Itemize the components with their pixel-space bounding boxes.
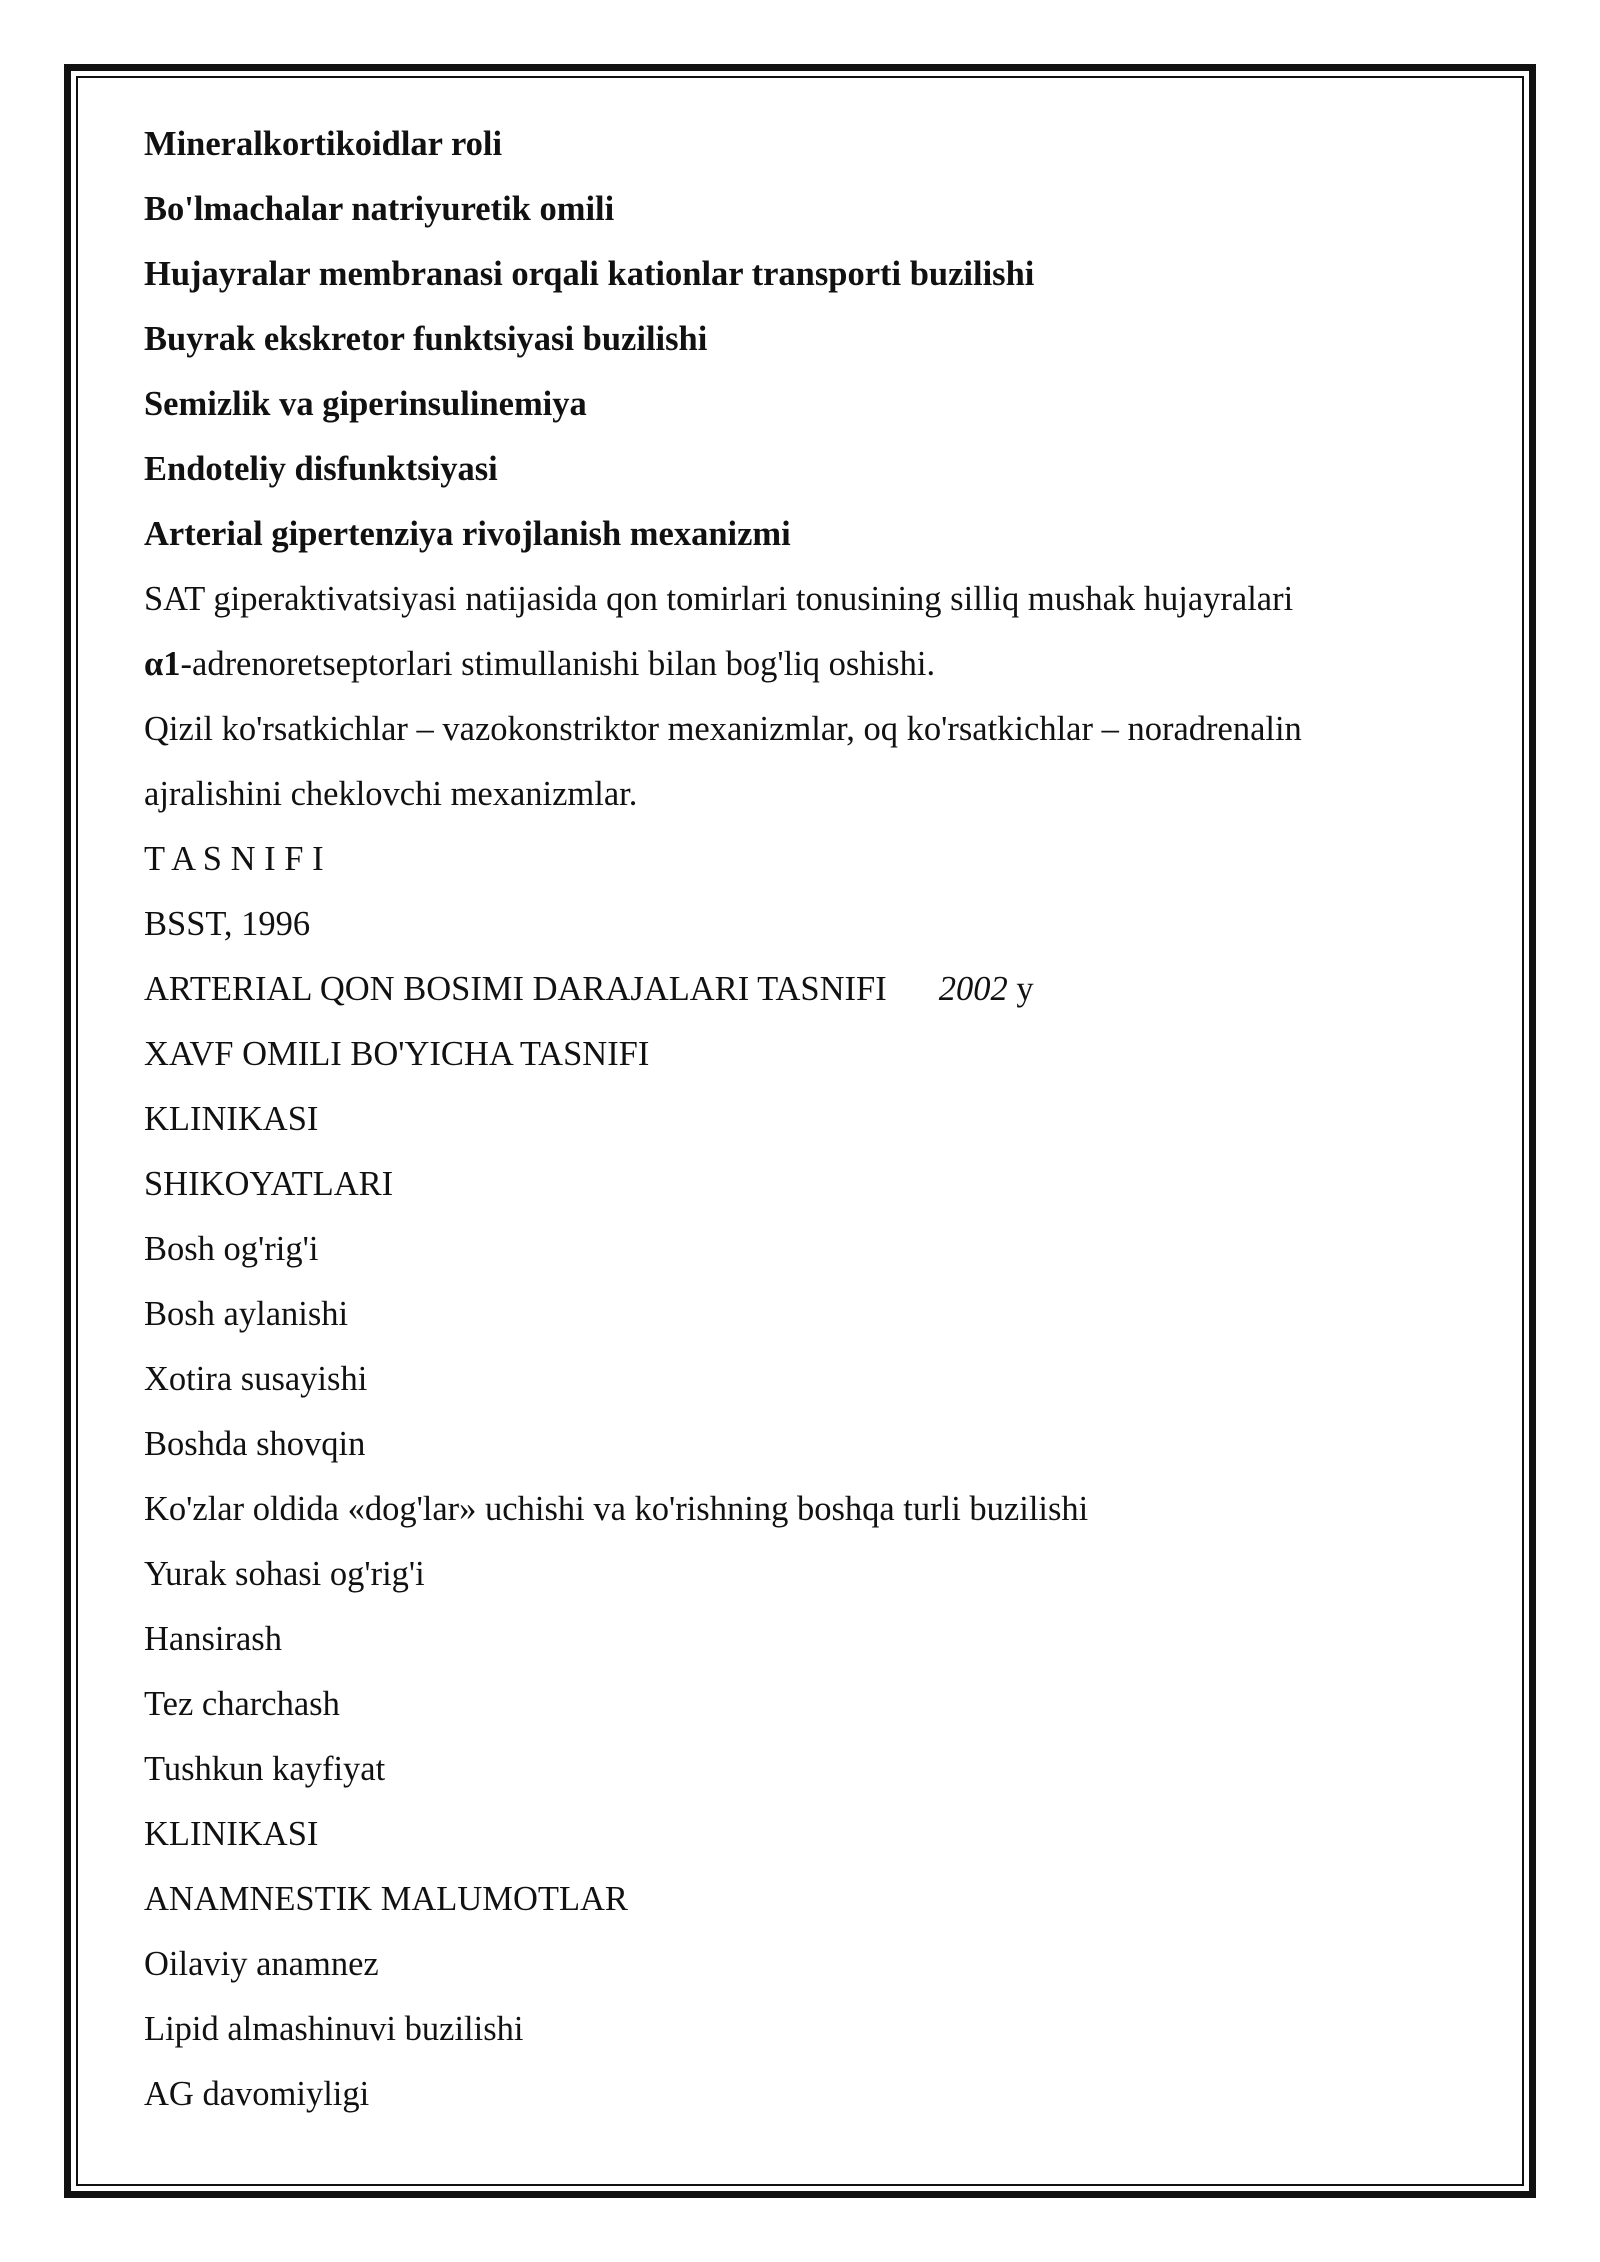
list-item: Bosh aylanishi	[144, 1295, 349, 1333]
heading-kationlar-transporti: Hujayralar membranasi orqali kationlar transporti buzilishi	[144, 255, 1035, 293]
list-item: Lipid almashinuvi buzilishi	[144, 2010, 524, 2048]
heading-qon-bosimi-tasnifi	[144, 957, 1444, 1022]
paragraph-korsatkichlar-line-1: Qizil ko'rsatkichlar – vazokonstriktor mexanizmlar, oq ko'rsatkichlar – noradrenalin	[144, 710, 1302, 748]
heading-endoteliy: Endoteliy disfunktsiyasi	[144, 450, 498, 488]
heading-klinikasi-2: KLINIKASI	[144, 1815, 319, 1853]
list-item: Oilaviy anamnez	[144, 1945, 379, 1983]
list-item: Tushkun kayfiyat	[144, 1750, 386, 1788]
list-item: Xotira susayishi	[144, 1360, 368, 1398]
paragraph-sat-line-2-text: -adrenoretseptorlari stimullanishi bilan bog'liq oshishi.	[180, 645, 936, 683]
list-item: Bosh og'rig'i	[144, 1230, 319, 1268]
heading-xavf-omili: XAVF OMILI BO'YICHA TASNIFI	[144, 1035, 650, 1073]
list-item: Boshda shovqin	[144, 1425, 366, 1463]
list-item: Ko'zlar oldida «dog'lar» uchishi va ko'rishning boshqa turli buzilishi	[144, 1490, 1089, 1528]
paragraph-korsatkichlar-line-2: ajralishini cheklovchi mexanizmlar.	[144, 775, 638, 813]
list-item: Hansirash	[144, 1620, 282, 1658]
heading-buyrak-funktsiyasi: Buyrak ekskretor funktsiyasi buzilishi	[144, 320, 708, 358]
heading-klinikasi: KLINIKASI	[144, 1100, 319, 1138]
tasnif-year: 2002	[938, 970, 1008, 1008]
heading-rivojlanish-mexanizmi: Arterial gipertenziya rivojlanish mexanizmi	[144, 515, 791, 553]
paragraph-sat-line-1: SAT giperaktivatsiyasi natijasida qon tomirlari tonusining silliq mushak hujayralari	[144, 580, 1294, 618]
heading-anamnestik: ANAMNESTIK MALUMOTLAR	[144, 1880, 628, 1918]
heading-shikoyatlari: SHIKOYATLARI	[144, 1165, 394, 1203]
qon-bosimi-tasnifi-title: ARTERIAL QON BOSIMI DARAJALARI TASNIFI	[144, 970, 887, 1008]
alpha1-term: α1	[144, 645, 181, 683]
text-bsst: BSST, 1996	[144, 905, 311, 943]
list-item: Yurak sohasi og'rig'i	[144, 1555, 425, 1593]
heading-tasnifi: T A S N I F I	[144, 840, 324, 878]
heading-natriyuretik-omil: Bo'lmachalar natriyuretik omili	[144, 190, 615, 228]
heading-semizlik: Semizlik va giperinsulinemiya	[144, 385, 587, 423]
paragraph-sat-line-2	[144, 632, 1444, 697]
tasnif-year-suffix: y	[1007, 970, 1034, 1008]
document-body	[144, 112, 1444, 2127]
list-item: AG davomiyligi	[144, 2075, 370, 2113]
list-item: Tez charchash	[144, 1685, 340, 1723]
heading-mineralkortikoidlar: Mineralkortikoidlar roli	[144, 125, 503, 163]
